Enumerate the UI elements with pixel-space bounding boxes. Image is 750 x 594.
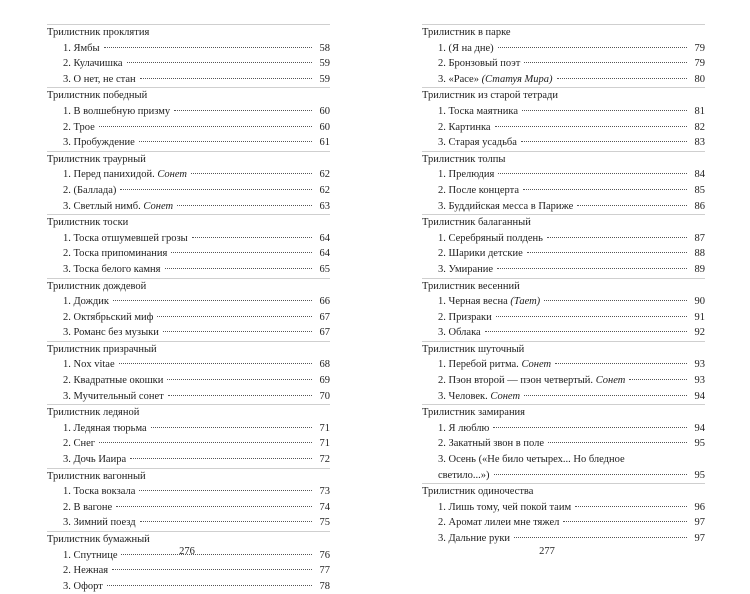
dot-leader xyxy=(168,395,312,396)
entry-title-wrap xyxy=(438,262,493,278)
toc-entry xyxy=(422,104,705,120)
entry-title-wrap xyxy=(63,294,109,310)
toc-entry xyxy=(422,452,705,483)
section-heading: Трилистник одиночества xyxy=(422,486,534,498)
dot-leader xyxy=(485,331,687,332)
entry-title: 3. Пробуждение xyxy=(63,137,135,149)
section-heading: Трилистник дождевой xyxy=(47,280,147,292)
entry-title: 2. Бронзовый поэт xyxy=(438,58,521,70)
entry-title: 3. Офорт xyxy=(63,580,103,592)
toc-entry xyxy=(47,120,330,136)
section-heading: Трилистник из старой тетради xyxy=(422,90,558,102)
right-page xyxy=(375,0,750,585)
toc-entry xyxy=(47,41,330,57)
entry-title: 1. Ледяная тюрьма xyxy=(63,422,147,434)
entry-title-wrap xyxy=(63,515,136,531)
toc-entry xyxy=(47,135,330,151)
entry-title: 3. Осень («Не било четырех... Но бледное xyxy=(438,454,625,466)
section-heading: Трилистник проклятия xyxy=(47,27,150,38)
entry-title-wrap xyxy=(438,167,494,183)
entry-title: 3. Светлый нимб. xyxy=(63,200,144,212)
entry-title: 1. Лишь тому, чей покой таим xyxy=(438,501,572,513)
entry-title: 2. (Баллада) xyxy=(63,184,117,196)
entry-title-wrap xyxy=(63,500,112,516)
entry-page-number: 68 xyxy=(319,359,330,371)
entry-title: 2. Нежная xyxy=(63,565,109,577)
entry-page-number: 97 xyxy=(694,517,705,529)
section-heading: Трилистник балаганный xyxy=(422,217,531,229)
entry-page-number: 59 xyxy=(319,73,330,85)
toc-entry xyxy=(422,515,705,531)
dot-leader xyxy=(139,490,312,491)
table-of-contents-left xyxy=(47,24,330,594)
toc-entry xyxy=(422,231,705,247)
toc-entry xyxy=(47,500,330,516)
entry-title-wrap xyxy=(63,484,135,500)
toc-entry xyxy=(422,325,705,341)
toc-entry xyxy=(47,199,330,215)
entry-page-number: 77 xyxy=(319,565,330,577)
entry-title: 3. Зимний поезд xyxy=(63,517,136,529)
dot-leader xyxy=(116,506,312,507)
entry-title: 1. (Я на дне) xyxy=(438,42,494,54)
entry-title: 3. Романс без музыки xyxy=(63,327,159,339)
entry-title: 3. Человек. xyxy=(438,390,491,402)
toc-entry xyxy=(422,72,705,88)
toc-entry xyxy=(422,531,705,547)
entry-title: 3. Дочь Иаира xyxy=(63,454,127,466)
entry-title-italic: Сонет xyxy=(595,375,626,387)
entry-title: 2. Картинка xyxy=(438,121,491,133)
toc-entry xyxy=(422,357,705,373)
entry-page-number: 85 xyxy=(694,184,705,196)
entry-title-wrap xyxy=(63,357,115,373)
dot-leader xyxy=(498,47,687,48)
entry-page-number: 95 xyxy=(694,438,705,450)
entry-page-number: 62 xyxy=(319,169,330,181)
toc-entry xyxy=(47,436,330,452)
dot-leader xyxy=(104,47,312,48)
toc-section xyxy=(422,151,705,214)
entry-title: 1. Черная весна xyxy=(438,296,511,308)
toc-section xyxy=(422,24,705,87)
entry-title-wrap xyxy=(63,579,103,594)
entry-title-wrap xyxy=(63,120,95,136)
entry-page-number: 66 xyxy=(319,296,330,308)
entry-title: 3. Мучительный сонет xyxy=(63,390,164,402)
toc-section xyxy=(422,214,705,277)
dot-leader xyxy=(555,363,687,364)
dot-leader xyxy=(522,110,687,111)
entry-title: 1. Nox vitae xyxy=(63,359,115,371)
entry-page-number: 79 xyxy=(694,42,705,54)
dot-leader xyxy=(163,331,312,332)
entry-title: 1. Тоска отшумевшей грозы xyxy=(63,232,188,244)
entry-title-wrap xyxy=(438,246,523,262)
entry-title-wrap xyxy=(63,183,116,199)
entry-title-wrap xyxy=(438,436,544,452)
dot-leader xyxy=(548,442,687,443)
entry-title: 2. Снег xyxy=(63,438,96,450)
entry-title-wrap xyxy=(438,120,491,136)
dot-leader xyxy=(547,237,687,238)
entry-title-wrap xyxy=(63,104,170,120)
entry-page-number: 78 xyxy=(319,580,330,592)
dot-leader xyxy=(113,300,312,301)
entry-page-number: 64 xyxy=(319,232,330,244)
entry-title: 3. Буддийская месса в Париже xyxy=(438,200,574,212)
entry-title: 3. Дальние руки xyxy=(438,533,511,544)
entry-title-italic: Сонет xyxy=(490,390,521,402)
toc-entry xyxy=(47,104,330,120)
toc-entry xyxy=(422,310,705,326)
dot-leader xyxy=(629,379,687,380)
entry-title: 3. О нет, не стан xyxy=(63,73,136,85)
dot-leader xyxy=(99,126,312,127)
entry-title-wrap xyxy=(438,183,519,199)
entry-page-number: 95 xyxy=(694,469,705,481)
entry-title: 2. Трое xyxy=(63,121,95,133)
toc-section xyxy=(422,404,705,483)
entry-title: 1. В волшебную призму xyxy=(63,105,171,117)
toc-entry xyxy=(422,120,705,136)
entry-title: 1. Спутнице xyxy=(63,549,118,561)
dot-leader xyxy=(523,189,687,190)
entry-title: 2. Тоска припоминания xyxy=(63,248,168,260)
entry-page-number: 88 xyxy=(694,248,705,260)
section-heading: Трилистник шуточный xyxy=(422,343,525,355)
entry-title-italic: (Тает) xyxy=(510,296,541,308)
toc-section xyxy=(47,468,330,531)
dot-leader xyxy=(140,521,312,522)
dot-leader xyxy=(192,237,312,238)
section-heading: Трилистник бумажный xyxy=(47,534,150,545)
entry-title-wrap xyxy=(438,294,540,310)
toc-entry xyxy=(47,357,330,373)
toc-entry xyxy=(422,421,705,437)
entry-title: 2. После концерта xyxy=(438,184,519,196)
entry-title-wrap xyxy=(438,515,559,531)
entry-title-wrap xyxy=(438,56,520,72)
entry-title-wrap xyxy=(63,246,167,262)
entry-page-number: 76 xyxy=(319,549,330,561)
entry-title: 2. Шарики детские xyxy=(438,248,523,260)
dot-leader xyxy=(577,205,687,206)
entry-title-wrap xyxy=(63,56,123,72)
entry-page-number: 80 xyxy=(694,73,705,85)
entry-page-number: 70 xyxy=(319,390,330,402)
entry-title: 1. Серебряный полдень xyxy=(438,232,543,244)
entry-title-wrap xyxy=(63,231,188,247)
entry-title: 3. Умирание xyxy=(438,263,494,275)
dot-leader xyxy=(496,316,687,317)
toc-section xyxy=(422,341,705,404)
entry-title-wrap xyxy=(63,72,136,88)
entry-title-line2 xyxy=(438,468,705,484)
toc-section xyxy=(47,87,330,150)
entry-title-wrap xyxy=(438,325,481,341)
entry-title-wrap xyxy=(63,436,95,452)
entry-page-number: 93 xyxy=(694,375,705,387)
entry-title: 1. Перебой ритма. xyxy=(438,359,522,371)
section-heading: Трилистник вагонный xyxy=(47,470,146,482)
dot-leader xyxy=(191,173,312,174)
entry-page-number: 65 xyxy=(319,263,330,275)
dot-leader xyxy=(177,205,312,206)
entry-title-wrap xyxy=(438,357,551,373)
toc-entry xyxy=(422,500,705,516)
entry-title-italic: Сонет xyxy=(157,169,187,181)
entry-page-number: 60 xyxy=(319,121,330,133)
entry-title-wrap xyxy=(438,373,625,389)
entry-page-number: 69 xyxy=(319,375,330,387)
toc-entry xyxy=(47,246,330,262)
toc-section xyxy=(47,278,330,341)
toc-entry xyxy=(47,579,330,594)
toc-entry xyxy=(422,294,705,310)
toc-entry xyxy=(422,41,705,57)
toc-entry xyxy=(422,246,705,262)
dot-leader xyxy=(494,474,687,475)
toc-entry xyxy=(47,183,330,199)
entry-title: 2. Квадратные окошки xyxy=(63,375,164,387)
toc-entry xyxy=(422,262,705,278)
entry-title: 3. Тоска белого камня xyxy=(63,263,161,275)
toc-entry xyxy=(47,56,330,72)
entry-title-wrap xyxy=(438,500,571,516)
entry-title-italic: Сонет xyxy=(521,359,552,371)
entry-page-number: 67 xyxy=(319,327,330,339)
entry-title-wrap xyxy=(438,41,494,57)
dot-leader xyxy=(140,78,312,79)
dot-leader xyxy=(112,569,312,570)
entry-title-wrap xyxy=(63,452,126,468)
entry-page-number: 87 xyxy=(694,232,705,244)
entry-title-wrap xyxy=(438,421,489,437)
toc-entry xyxy=(422,436,705,452)
toc-section xyxy=(47,151,330,214)
entry-title-wrap xyxy=(438,72,553,88)
entry-title: 2. Пэон второй — пэон четвертый. xyxy=(438,375,596,387)
entry-page-number: 91 xyxy=(694,311,705,323)
entry-title: 1. Перед панихидой. xyxy=(63,169,158,181)
dot-leader xyxy=(171,252,312,253)
toc-section xyxy=(47,404,330,467)
entry-title: 1. Ямбы xyxy=(63,42,100,54)
entry-page-number: 61 xyxy=(319,137,330,149)
dot-leader xyxy=(99,442,312,443)
entry-title-continued: светило...») xyxy=(438,469,490,481)
dot-leader xyxy=(575,506,687,507)
entry-title-italic: (Статуя Мира) xyxy=(481,73,553,85)
entry-title-wrap xyxy=(63,310,153,326)
entry-title-wrap xyxy=(63,41,100,57)
dot-leader xyxy=(157,316,312,317)
entry-page-number: 73 xyxy=(319,486,330,498)
entry-title-wrap xyxy=(438,135,517,151)
entry-title-wrap xyxy=(63,421,147,437)
entry-page-number: 67 xyxy=(319,311,330,323)
toc-section xyxy=(47,24,330,87)
entry-title: 1. Прелюдия xyxy=(438,169,495,181)
dot-leader xyxy=(119,363,312,364)
dot-leader xyxy=(524,62,687,63)
section-heading: Трилистник толпы xyxy=(422,153,506,165)
entry-page-number: 96 xyxy=(694,501,705,513)
dot-leader xyxy=(563,521,687,522)
toc-entry xyxy=(422,183,705,199)
entry-title: 3. Облака xyxy=(438,327,481,339)
entry-page-number: 64 xyxy=(319,248,330,260)
entry-page-number: 58 xyxy=(319,42,330,54)
dot-leader xyxy=(498,173,687,174)
toc-entry xyxy=(422,389,705,405)
toc-entry xyxy=(47,231,330,247)
dot-leader xyxy=(130,458,312,459)
toc-entry xyxy=(47,515,330,531)
page-number-left: 276 xyxy=(179,546,195,557)
toc-entry xyxy=(422,167,705,183)
toc-section xyxy=(422,483,705,546)
entry-title-wrap xyxy=(63,167,187,183)
toc-section xyxy=(422,278,705,341)
toc-section xyxy=(422,87,705,150)
entry-page-number: 89 xyxy=(694,263,705,275)
dot-leader xyxy=(127,62,312,63)
toc-entry xyxy=(422,56,705,72)
dot-leader xyxy=(521,141,687,142)
dot-leader xyxy=(493,427,687,428)
toc-entry xyxy=(422,199,705,215)
entry-page-number: 60 xyxy=(319,105,330,117)
toc-entry xyxy=(47,167,330,183)
entry-page-number: 62 xyxy=(319,184,330,196)
dot-leader xyxy=(167,379,312,380)
entry-title-wrap xyxy=(63,135,135,151)
dot-leader xyxy=(497,268,687,269)
entry-title-wrap xyxy=(438,310,492,326)
entry-title-wrap xyxy=(63,262,161,278)
entry-page-number: 82 xyxy=(694,121,705,133)
entry-page-number: 75 xyxy=(319,517,330,529)
entry-page-number: 72 xyxy=(319,454,330,466)
entry-page-number: 71 xyxy=(319,422,330,434)
dot-leader xyxy=(514,537,687,538)
entry-title: 1. Тоска маятника xyxy=(438,105,519,117)
dot-leader xyxy=(151,427,312,428)
entry-title-wrap xyxy=(63,373,163,389)
entry-title: 2. Кулачишка xyxy=(63,58,123,70)
entry-page-number: 93 xyxy=(694,359,705,371)
entry-title: 1. Дождик xyxy=(63,296,109,308)
entry-page-number: 81 xyxy=(694,105,705,117)
entry-title-wrap xyxy=(438,231,543,247)
entry-title: 1. Тоска вокзала xyxy=(63,486,136,498)
left-page xyxy=(0,0,375,592)
entry-page-number: 63 xyxy=(319,200,330,212)
entry-title: 2. В вагоне xyxy=(63,501,113,513)
dot-leader xyxy=(527,252,687,253)
entry-title-wrap xyxy=(438,199,573,215)
toc-entry xyxy=(47,294,330,310)
entry-title: 2. Октябрьский миф xyxy=(63,311,154,323)
toc-entry xyxy=(47,310,330,326)
toc-section xyxy=(47,214,330,277)
entry-page-number: 59 xyxy=(319,58,330,70)
section-heading: Трилистник в парке xyxy=(422,27,511,38)
entry-title-wrap xyxy=(63,548,117,564)
toc-entry xyxy=(47,72,330,88)
section-heading: Трилистник замирания xyxy=(422,407,526,419)
dot-leader xyxy=(544,300,687,301)
entry-page-number: 97 xyxy=(694,533,705,544)
entry-title-wrap xyxy=(438,531,510,547)
entry-page-number: 79 xyxy=(694,58,705,70)
entry-title-wrap xyxy=(63,563,108,579)
entry-title: 3. Старая усадьба xyxy=(438,137,517,149)
toc-entry xyxy=(47,325,330,341)
section-heading: Трилистник тоски xyxy=(47,217,129,229)
entry-page-number: 83 xyxy=(694,137,705,149)
dot-leader xyxy=(524,395,687,396)
entry-title: 2. Закатный звон в поле xyxy=(438,438,544,450)
toc-entry xyxy=(47,421,330,437)
toc-entry xyxy=(422,373,705,389)
entry-page-number: 94 xyxy=(694,390,705,402)
entry-page-number: 92 xyxy=(694,327,705,339)
toc-entry xyxy=(47,563,330,579)
toc-entry xyxy=(47,262,330,278)
section-heading: Трилистник ледяной xyxy=(47,407,140,419)
entry-title: 3. «Расе» xyxy=(438,73,482,85)
toc-entry xyxy=(47,373,330,389)
toc-entry xyxy=(47,389,330,405)
dot-leader xyxy=(139,141,312,142)
dot-leader xyxy=(174,110,312,111)
entry-page-number: 74 xyxy=(319,501,330,513)
entry-title-wrap xyxy=(63,389,164,405)
entry-title-wrap xyxy=(63,199,173,215)
table-of-contents-right xyxy=(422,24,705,547)
entry-page-number: 90 xyxy=(694,296,705,308)
section-heading: Трилистник траурный xyxy=(47,153,146,165)
dot-leader xyxy=(557,78,687,79)
toc-entry xyxy=(422,135,705,151)
entry-title-wrap xyxy=(438,389,520,405)
entry-page-number: 86 xyxy=(694,200,705,212)
entry-page-number: 94 xyxy=(694,422,705,434)
page-number-right: 277 xyxy=(539,546,555,557)
section-heading: Трилистник победный xyxy=(47,90,148,102)
entry-title-italic: Сонет xyxy=(143,200,174,212)
entry-title-wrap xyxy=(438,104,518,120)
entry-title-wrap xyxy=(63,325,159,341)
toc-entry xyxy=(47,484,330,500)
toc-entry xyxy=(47,452,330,468)
dot-leader xyxy=(165,268,313,269)
toc-section xyxy=(47,341,330,404)
entry-page-number: 84 xyxy=(694,169,705,181)
entry-title: 2. Призраки xyxy=(438,311,492,323)
entry-title: 2. Аромат лилеи мне тяжел xyxy=(438,517,560,529)
entry-title: 1. Я люблю xyxy=(438,422,490,434)
entry-page-number: 71 xyxy=(319,438,330,450)
dot-leader xyxy=(495,126,687,127)
section-heading: Трилистник весенний xyxy=(422,280,520,292)
dot-leader xyxy=(120,189,312,190)
section-heading: Трилистник призрачный xyxy=(47,343,157,355)
